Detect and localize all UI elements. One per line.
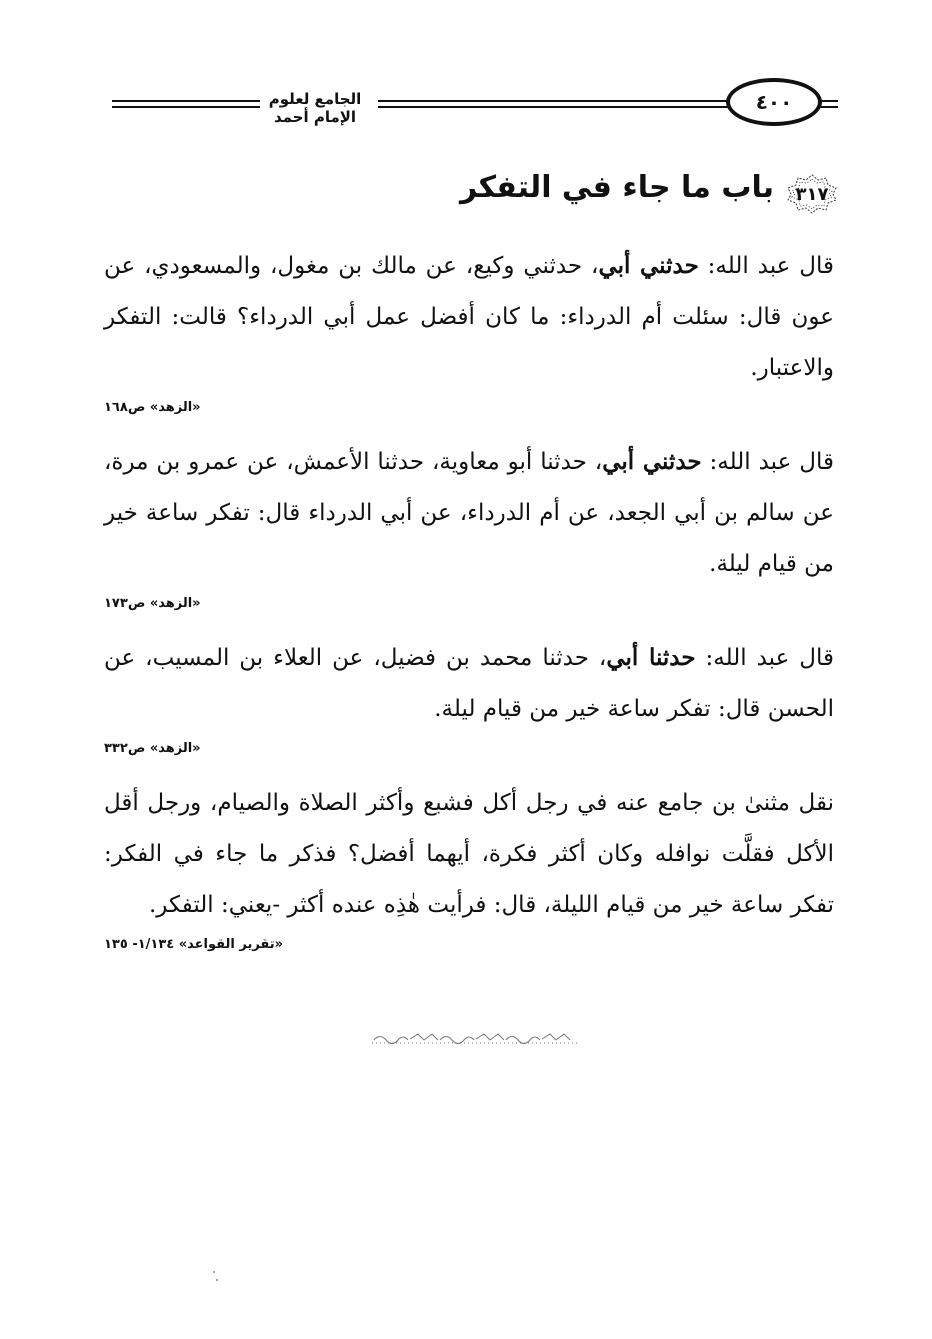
header-rule-left: [112, 100, 260, 108]
entry-body: ، حدثني وكيع، عن مالك بن مغول، والمسعودي، عن عون قال: سئلت أم الدرداء: ما كان أفضل عمل أبي الدرداء؟ قالت: التفكر والاعتبار.: [104, 253, 834, 381]
chapter-number: ٣١٧: [795, 183, 829, 205]
entry-body: ، حدثنا أبو معاوية، حدثنا الأعمش، عن عمرو بن مرة، عن سالم بن أبي الجعد، عن أم الدرداء، عن أبي الدرداء قال: تفكر ساعة خير من قيام ليلة.: [104, 449, 834, 577]
entry-body: نقل مثنىٰ بن جامع عنه في رجل أكل فشبع وأكثر الصلاة والصيام، ورجل أقل الأكل فقلَّت نوافله وكان أكثر فكرة، أيهما أفضل؟ فذكر ما جاء في الفكر: تفكر ساعة خير من قيام الليلة، قال: فرأيت هٰذِه عنده أكثر -يعني: التفكر.: [104, 790, 834, 918]
page-number-frame: [726, 78, 822, 126]
entry-source: «الزهد» ص٣٣٢: [104, 741, 201, 756]
page-header: [100, 72, 840, 132]
entry-source: «الزهد» ص١٦٨: [104, 400, 201, 415]
entry: [104, 777, 834, 955]
entry-bold: حدثني أبي: [602, 448, 702, 475]
entry-text: [104, 436, 834, 590]
entry-text: [104, 777, 834, 931]
entry-source: «الزهد» ص١٧٣: [104, 596, 201, 611]
entry-body: ، حدثنا محمد بن فضيل، عن العلاء بن المسيب، عن الحسن قال: تفكر ساعة خير من قيام ليلة.: [104, 645, 834, 722]
entry-lead: قال عبد الله:: [701, 449, 834, 475]
print-speck: [213, 1271, 215, 1273]
entry-source: «تقرير القواعد» ١/١٣٤- ١٣٥: [104, 937, 284, 952]
entry-bold: حدثنا أبي: [606, 644, 696, 671]
entry: [104, 436, 834, 614]
entry-text: [104, 632, 834, 735]
main-content: [104, 240, 834, 973]
entry: [104, 632, 834, 759]
running-title: الجامع لعلوم الإمام أحمد: [268, 90, 362, 126]
entry-bold: حدثني أبي: [598, 252, 699, 279]
chapter-title: باب ما جاء في التفكر: [459, 170, 774, 205]
entry-lead: قال عبد الله:: [695, 645, 834, 671]
section-end-ornament-icon: [370, 1030, 580, 1048]
page-number: ٤٠٠: [755, 90, 793, 114]
print-speck: [216, 1279, 218, 1281]
entry: [104, 240, 834, 418]
entry-text: [104, 240, 834, 394]
chapter-number-badge: [784, 174, 840, 214]
chapter-heading: [320, 170, 840, 220]
entry-lead: قال عبد الله:: [698, 253, 834, 279]
